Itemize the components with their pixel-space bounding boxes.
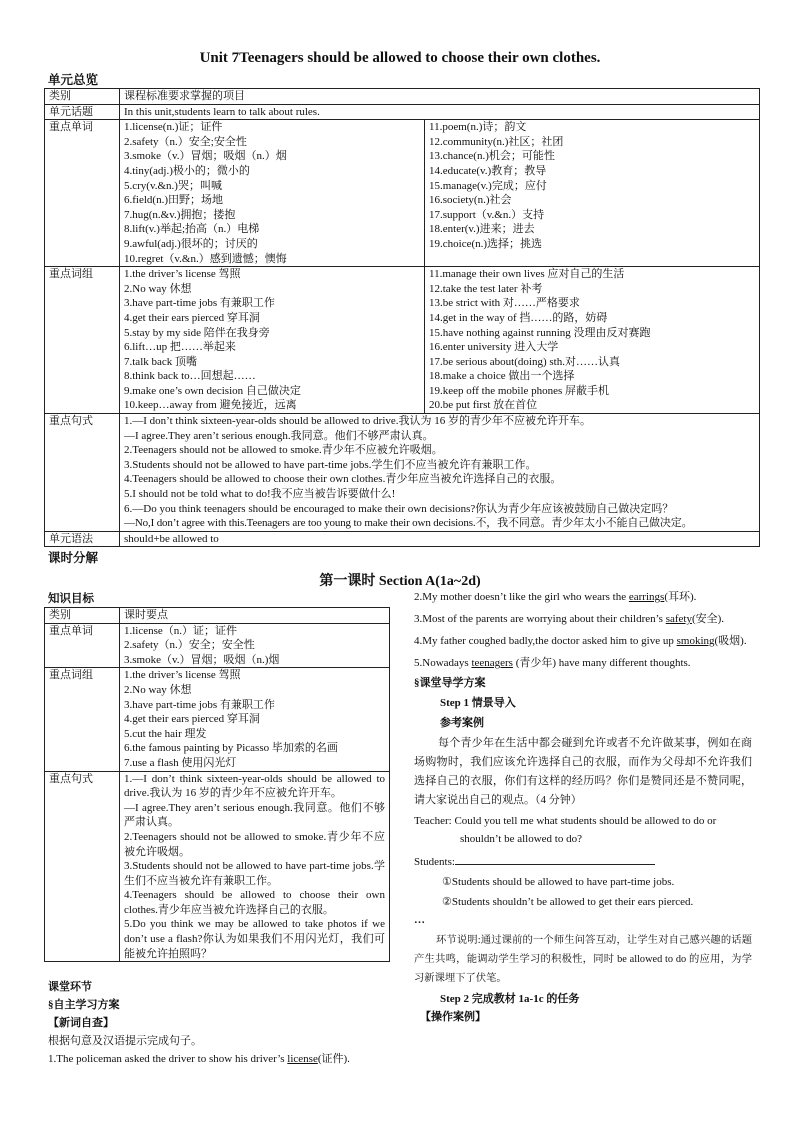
sentence-line: 4.Teenagers should be allowed to choose their own clothes.青少年应当被允许选择自己的衣服。: [124, 889, 385, 916]
list-item: 2.safety（n.）安全;安全性: [124, 135, 247, 148]
sentence-line: 6.—Do you think teenagers should be encouraged to make their own decisions?你认为青少年应该被鼓励自己做决定吗？: [124, 502, 674, 515]
list-item: 16.society(n.)社会: [429, 194, 512, 207]
reference-case-heading: 参考案例: [440, 717, 484, 729]
goal-phrases-label: 重点词组: [45, 668, 120, 771]
list-item: 19.choice(n.)选择；挑选: [429, 237, 543, 250]
vocab-left: [120, 120, 425, 267]
list-item: 1.license(n.)证；证件: [124, 121, 223, 134]
list-item: 2.No way 休想: [124, 683, 192, 696]
answer-line: [455, 852, 655, 865]
goal-vocab-cell: [120, 623, 390, 668]
list-item: 1.the driver’s license 驾照: [124, 669, 241, 682]
document-title: Unit 7Teenagers should be allowed to choose their own clothes.: [199, 50, 601, 66]
topic-label: 单元话题: [45, 104, 120, 120]
header-category: 类别: [45, 89, 120, 105]
sentence-line: 1.—I don’t think sixteen-year-olds should be allowed to drive.我认为 16 岁的青少年不应被允许开车。: [124, 772, 385, 800]
operation-case-heading: 【操作案例】: [420, 1011, 486, 1023]
sentence-line: 5.Do you think we may be allowed to take photos if we don’t use a flash?你认为如果我们不用闪光灯，我们可能被允许拍照吗？: [124, 918, 385, 960]
list-item: 15.have nothing against running 没理由反对赛跑: [429, 326, 651, 339]
vocab-label: 重点单词: [45, 120, 120, 267]
sentence-line: 4.Teenagers should be allowed to choose their own clothes.青少年应当被允许选择自己的衣服。: [124, 473, 562, 486]
sentence-line: —I agree.They aren’t serious enough.我同意。他们不够严肃认真。: [124, 801, 385, 829]
overview-table: [44, 88, 760, 547]
list-item: 9.awful(adj.)很坏的；讨厌的: [124, 237, 258, 250]
list-item: 8.think back to…回想起……: [124, 370, 256, 383]
right-column: [414, 588, 752, 1026]
grammar-label: 单元语法: [45, 531, 120, 547]
list-item: 18.make a choice 做出一个选择: [429, 370, 575, 383]
goal-phrases-cell: [120, 668, 390, 771]
list-item: 8.lift(v.)举起;抬高（n.）电梯: [124, 223, 260, 236]
goal-header-category: 类别: [45, 608, 120, 624]
list-item: 5.stay by my side 陪伴在我身旁: [124, 326, 270, 339]
list-item: 7.use a flash 使用闪光灯: [124, 756, 237, 769]
list-item: 11.poem(n.)诗；韵文: [429, 121, 527, 134]
sentence-line: —I agree.They aren’t serious enough.我同意。他们不够严肃认真。: [124, 429, 434, 442]
question-text: 2.My mother doesn’t like the girl who wears the: [414, 591, 629, 603]
intro-paragraph: 每个青少年在生活中都会碰到允许或者不允许做某事，例如在商场购物时，我们应该允许选择自己的衣服，而作为父母却不允许我们选择自己的衣服，你们有这样的经历吗？你们是赞同还是不赞同呢，请大家说出自己的观点。（4 分钟）: [414, 737, 752, 806]
sentence-line: —No,I don’t agree with this.Teenagers are too young to make their own decisions.不，我不同意。青少年太小不能自己做决定。: [124, 517, 693, 530]
ellipsis: …: [414, 914, 425, 926]
list-item: 5.cry(v.&n.)哭；叫喊: [124, 179, 222, 192]
teacher-line-2: shouldn’t be allowed to do?: [460, 833, 582, 845]
goal-sentences-cell: [120, 771, 390, 962]
list-item: 3.have part-time jobs 有兼职工作: [124, 297, 275, 310]
list-item: 12.take the test later 补考: [429, 282, 543, 295]
list-item: 15.manage(v.)完成；应付: [429, 179, 547, 192]
sentence-line: 2.Teenagers should not be allowed to smoke.青少年不应被允许吸烟。: [124, 444, 443, 457]
question-3: [414, 610, 752, 628]
stage-note: 环节说明:通过课前的一个师生问答互动，让学生对自己感兴趣的话题产生共鸣，能调动学生学习的积极性，同时 be allowed to do 的应用，为学习新课埋下了伏笔。: [414, 935, 752, 984]
knowledge-goal-heading: 知识目标: [48, 593, 94, 605]
answer-blank: safety: [665, 613, 692, 625]
step1-heading: Step 1 情景导入: [440, 697, 516, 709]
question-4: [414, 632, 752, 650]
teacher-line: Teacher: Could you tell me what students should be allowed to do or: [414, 815, 717, 827]
list-item: 6.lift…up 把……举起来: [124, 341, 236, 354]
student-answer-2: ②Students shouldn’t be allowed to get their ears pierced.: [442, 896, 694, 908]
list-item: 13.chance(n.)机会；可能性: [429, 150, 555, 163]
guide-heading: §课堂导学方案: [414, 677, 486, 689]
step2-heading: Step 2 完成教材 1a-1c 的任务: [440, 993, 580, 1005]
list-item: 3.smoke（v.）冒烟；吸烟（n.)烟: [124, 653, 280, 666]
list-item: 4.get their ears pierced 穿耳洞: [124, 713, 260, 726]
list-item: 14.educate(v.)教育；教导: [429, 164, 547, 177]
question-text: 5.Nowadays: [414, 657, 472, 669]
list-item: 16.enter university 进入大学: [429, 341, 559, 354]
list-item: 1.license（n.）证；证件: [124, 624, 238, 637]
class-section-heading: 课堂环节: [48, 981, 92, 993]
lesson-breakdown-heading: 课时分解: [48, 551, 99, 565]
list-item: 9.make one’s own decision 自己做决定: [124, 384, 301, 397]
question-hint: (证件).: [317, 1053, 350, 1065]
list-item: 4.tiny(adj.)极小的；微小的: [124, 164, 250, 177]
list-item: 17.support（v.&n.）支持: [429, 208, 545, 221]
list-item: 2.No way 休想: [124, 282, 192, 295]
list-item: 1.the driver’s license 驾照: [124, 268, 241, 281]
new-words-heading: 【新词自查】: [48, 1017, 114, 1029]
unit-overview-heading: 单元总览: [48, 73, 99, 87]
list-item: 5.cut the hair 理发: [124, 727, 207, 740]
students-label: Students:: [414, 856, 455, 868]
list-item: 7.talk back 顶嘴: [124, 355, 198, 368]
list-item: 3.smoke（v.）冒烟；吸烟（n.）烟: [124, 150, 287, 163]
goal-header-points: 课时要点: [120, 608, 390, 624]
answer-blank: teenagers: [471, 657, 513, 669]
self-study-heading: §自主学习方案: [48, 999, 120, 1011]
sentence-line: 5.I should not be told what to do!我不应当被告诉要做什么!: [124, 488, 396, 501]
instruction-text: 根据句意及汉语提示完成句子。: [48, 1035, 202, 1047]
list-item: 12.community(n.)社区；社团: [429, 135, 564, 148]
lesson-title: 第一课时 Section A(1a~2d): [319, 574, 481, 589]
answer-blank: license: [287, 1053, 318, 1065]
sentence-line: 3.Students should not be allowed to have part-time jobs.学生们不应当被允许有兼职工作。: [124, 458, 537, 471]
phrases-right: [425, 267, 760, 414]
list-item: 14.get in the way of 挡……的路，妨碍: [429, 311, 608, 324]
sentences-cell: [120, 414, 760, 532]
answer-blank: smoking: [676, 635, 715, 647]
question-hint: (青少年) have many different thoughts.: [512, 657, 691, 669]
list-item: 19.keep off the mobile phones 屏蔽手机: [429, 384, 610, 397]
list-item: 20.be put first 放在首位: [429, 399, 538, 412]
question-text: 1.The policeman asked the driver to show his driver’s: [48, 1053, 288, 1065]
goal-table: [44, 607, 390, 962]
header-items: 课程标准要求掌握的项目: [120, 89, 760, 105]
answer-blank: earrings: [628, 591, 665, 603]
question-hint: (安全).: [691, 613, 725, 625]
sentence-line: 2.Teenagers should not be allowed to smoke.青少年不应被允许吸烟。: [124, 830, 385, 858]
vocab-right: [425, 120, 760, 267]
phrases-left: [120, 267, 425, 414]
sentences-label: 重点句式: [45, 414, 120, 532]
topic-text: In this unit,students learn to talk about rules.: [120, 104, 760, 120]
list-item: 4.get their ears pierced 穿耳洞: [124, 311, 260, 324]
question-text: 3.Most of the parents are worrying about their children’s: [414, 613, 666, 625]
list-item: 6.the famous painting by Picasso 毕加索的名画: [124, 742, 338, 755]
list-item: 10.regret（v.&n.）感到遗憾；懊悔: [124, 252, 287, 265]
list-item: 17.be serious about(doing) sth.对……认真: [429, 355, 620, 368]
list-item: 7.hug(n.&v.)拥抱；搂抱: [124, 208, 236, 221]
goal-sentences-label: 重点句式: [45, 771, 120, 962]
student-answer-1: ①Students should be allowed to have part-time jobs.: [442, 876, 675, 888]
list-item: 2.safety（n.）安全；安全性: [124, 639, 255, 652]
list-item: 6.field(n.)田野；场地: [124, 194, 223, 207]
question-hint: (吸烟).: [714, 635, 747, 647]
list-item: 10.keep…away from 避免接近，远离: [124, 399, 297, 412]
list-item: 13.be strict with 对……严格要求: [429, 297, 580, 310]
question-5: [414, 654, 752, 672]
grammar-text: should+be allowed to: [120, 531, 760, 547]
question-1: [48, 1050, 393, 1068]
phrases-label: 重点词组: [45, 267, 120, 414]
list-item: 3.have part-time jobs 有兼职工作: [124, 698, 275, 711]
question-hint: (耳环).: [664, 591, 697, 603]
class-section: [48, 978, 393, 1068]
list-item: 11.manage their own lives 应对自己的生活: [429, 268, 625, 281]
question-2: [414, 588, 752, 606]
sentence-line: 1.—I don’t think sixteen-year-olds should be allowed to drive.我认为 16 岁的青少年不应被允许开车。: [124, 415, 592, 428]
students-line: [414, 852, 752, 871]
question-text: 4.My father coughed badly,the doctor asked him to give up: [414, 635, 677, 647]
goal-vocab-label: 重点单词: [45, 623, 120, 668]
sentence-line: 3.Students should not be allowed to have part-time jobs.学生们不应当被允许有兼职工作。: [124, 860, 385, 887]
list-item: 18.enter(v.)进来；进去: [429, 223, 535, 236]
